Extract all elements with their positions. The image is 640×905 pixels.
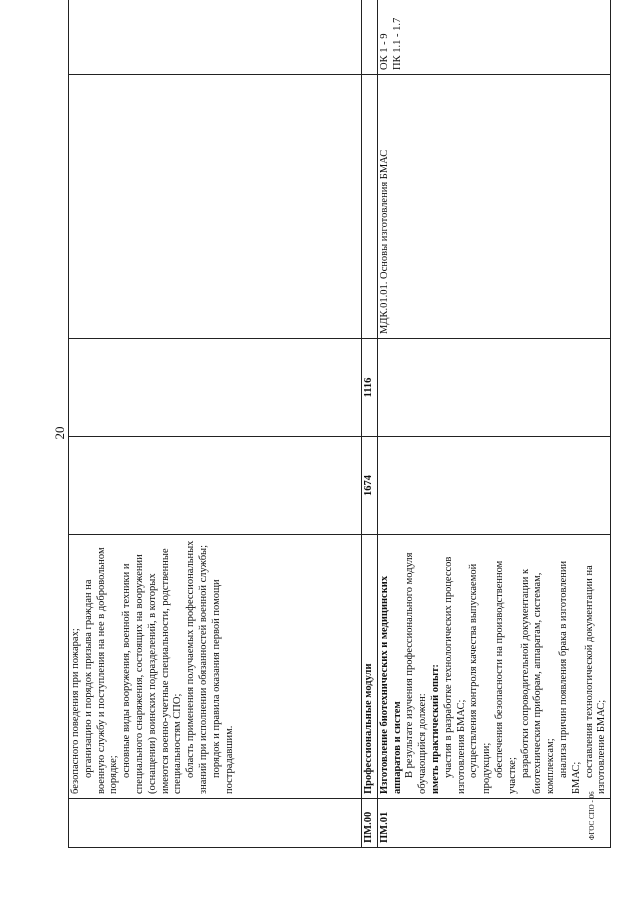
content-line: иметь практический опыт: [429, 664, 441, 794]
obligatory-hours [69, 339, 362, 437]
max-hours [377, 437, 610, 535]
competence-codes: ОК 1 - 9 ПК 1.1 - 1.7 [377, 0, 610, 75]
module-code: ПМ.01 [377, 799, 610, 848]
content-line: обеспечения безопасности на производственном участке; [493, 560, 518, 794]
content-line: анализа причин появления брака в изготовлении БМАС; [557, 560, 582, 794]
curriculum-table [68, 0, 611, 848]
obligatory-hours [377, 339, 610, 437]
content-line: Профессиональные модули [363, 663, 374, 794]
table-row [377, 0, 610, 848]
content-line: осуществления контроля качества выпускаемой продукции; [468, 563, 493, 794]
content-cell [362, 535, 378, 799]
table-row [69, 0, 362, 848]
content-line: порядок и правила оказания первой помощи пострадавшим. [210, 579, 235, 794]
content-cell [69, 535, 362, 799]
content-line: организацию и порядок призыва граждан на военную службу и поступления на нее в добровольном порядке; [82, 547, 120, 794]
module-code: ПМ.00 [362, 799, 378, 848]
competence-codes [362, 0, 378, 75]
content-line: Изготовление биотехнических и медицинских аппаратов и систем [378, 575, 403, 794]
competence-codes [69, 0, 362, 75]
table-row [362, 0, 378, 848]
discipline-index: МДК.01.01. Основы изготовления БМАС [377, 75, 610, 339]
content-line: В результате изучения профессионального модуля обучающийся должен: [404, 552, 429, 794]
content-line: участия в разработке технологических процессов изготовления БМАС; [442, 556, 467, 794]
discipline-index [362, 75, 378, 339]
content-cell [377, 535, 610, 799]
footer-code: ФГОС СПО - 06 [588, 791, 596, 840]
content-line: область применения получаемых профессиональных знаний при исполнении обязанностей военной службы; [185, 540, 209, 794]
discipline-index [69, 75, 362, 339]
content-line: основные виды вооружения, военной техники и специального снаряжения, состоящих на вооружении (оснащении) воинских подразделений, в которых имеются военно-учетные специальности, родственные специальностям СПО; [121, 548, 184, 794]
obligatory-hours: 1116 [362, 339, 378, 437]
page-number: 20 [52, 426, 67, 440]
content-line: безопасного поведения при пожарах; [70, 628, 81, 794]
content-line: составления технологической документации на изготовление БМАС; [583, 565, 608, 794]
max-hours: 1674 [362, 437, 378, 535]
module-code [69, 799, 362, 848]
max-hours [69, 437, 362, 535]
content-line: разработки сопроводительной документации к биотехническим приборам, аппаратам, системам, комплексам; [519, 568, 557, 794]
